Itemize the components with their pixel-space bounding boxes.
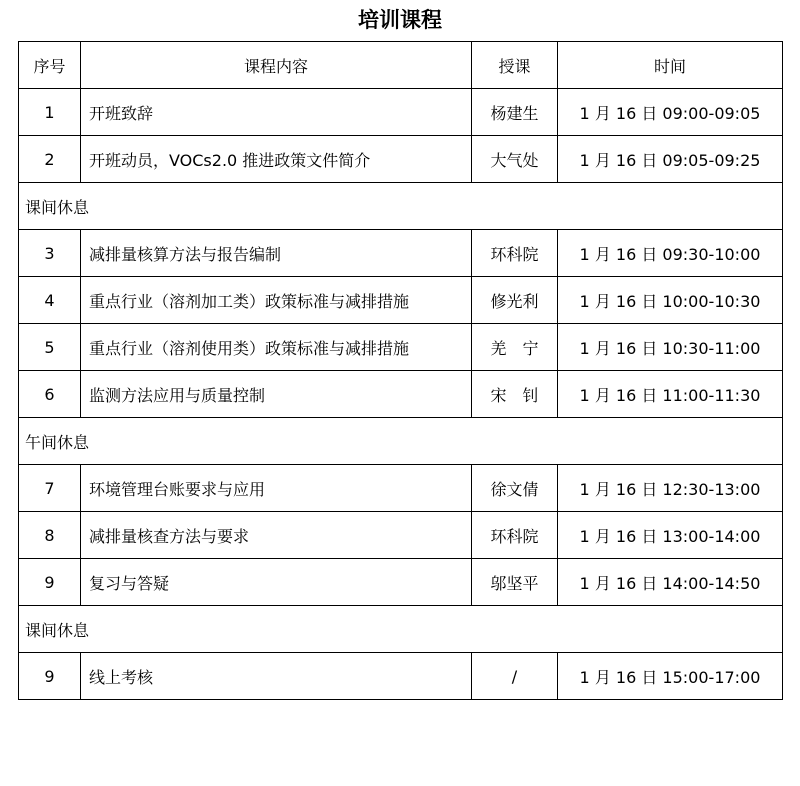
row-content: 减排量核查方法与要求 bbox=[81, 512, 472, 559]
table-row bbox=[19, 277, 783, 324]
break-row bbox=[19, 183, 783, 230]
table-row bbox=[19, 465, 783, 512]
row-time: 1 月 16 日 09:00-09:05 bbox=[558, 89, 783, 136]
header-time: 时间 bbox=[558, 42, 783, 89]
table-row bbox=[19, 371, 783, 418]
row-teacher: 环科院 bbox=[472, 230, 558, 277]
row-teacher: 环科院 bbox=[472, 512, 558, 559]
table-row bbox=[19, 653, 783, 700]
row-time: 1 月 16 日 15:00-17:00 bbox=[558, 653, 783, 700]
row-seq: 1 bbox=[19, 89, 81, 136]
row-seq: 6 bbox=[19, 371, 81, 418]
header-row bbox=[19, 42, 783, 89]
row-teacher: 宋 钊 bbox=[472, 371, 558, 418]
row-teacher: 徐文倩 bbox=[472, 465, 558, 512]
break-label: 课间休息 bbox=[19, 606, 783, 653]
header-content: 课程内容 bbox=[81, 42, 472, 89]
table-row bbox=[19, 230, 783, 277]
row-content: 监测方法应用与质量控制 bbox=[81, 371, 472, 418]
row-teacher: 羌 宁 bbox=[472, 324, 558, 371]
table-row bbox=[19, 136, 783, 183]
table-row bbox=[19, 512, 783, 559]
row-teacher: 大气处 bbox=[472, 136, 558, 183]
table-row bbox=[19, 559, 783, 606]
row-teacher: 邬坚平 bbox=[472, 559, 558, 606]
header-seq: 序号 bbox=[19, 42, 81, 89]
row-time: 1 月 16 日 12:30-13:00 bbox=[558, 465, 783, 512]
row-time: 1 月 16 日 14:00-14:50 bbox=[558, 559, 783, 606]
row-time: 1 月 16 日 11:00-11:30 bbox=[558, 371, 783, 418]
table-row bbox=[19, 89, 783, 136]
row-seq: 8 bbox=[19, 512, 81, 559]
row-content: 线上考核 bbox=[81, 653, 472, 700]
row-content: 开班动员，VOCs2.0 推进政策文件简介 bbox=[81, 136, 472, 183]
table-row bbox=[19, 324, 783, 371]
row-seq: 7 bbox=[19, 465, 81, 512]
row-time: 1 月 16 日 09:30-10:00 bbox=[558, 230, 783, 277]
row-seq: 5 bbox=[19, 324, 81, 371]
break-label: 午间休息 bbox=[19, 418, 783, 465]
break-row bbox=[19, 606, 783, 653]
header-teacher: 授课 bbox=[472, 42, 558, 89]
row-teacher: 杨建生 bbox=[472, 89, 558, 136]
row-time: 1 月 16 日 13:00-14:00 bbox=[558, 512, 783, 559]
row-content: 重点行业（溶剂加工类）政策标准与减排措施 bbox=[81, 277, 472, 324]
break-label: 课间休息 bbox=[19, 183, 783, 230]
row-seq: 9 bbox=[19, 559, 81, 606]
row-time: 1 月 16 日 10:30-11:00 bbox=[558, 324, 783, 371]
schedule-table bbox=[18, 41, 783, 700]
row-time: 1 月 16 日 10:00-10:30 bbox=[558, 277, 783, 324]
row-seq: 9 bbox=[19, 653, 81, 700]
row-content: 减排量核算方法与报告编制 bbox=[81, 230, 472, 277]
page-title: 培训课程 bbox=[358, 8, 442, 32]
row-seq: 2 bbox=[19, 136, 81, 183]
row-seq: 3 bbox=[19, 230, 81, 277]
row-content: 重点行业（溶剂使用类）政策标准与减排措施 bbox=[81, 324, 472, 371]
row-seq: 4 bbox=[19, 277, 81, 324]
row-content: 环境管理台账要求与应用 bbox=[81, 465, 472, 512]
row-time: 1 月 16 日 09:05-09:25 bbox=[558, 136, 783, 183]
row-teacher: / bbox=[472, 653, 558, 700]
row-teacher: 修光利 bbox=[472, 277, 558, 324]
row-content: 复习与答疑 bbox=[81, 559, 472, 606]
row-content: 开班致辞 bbox=[81, 89, 472, 136]
break-row bbox=[19, 418, 783, 465]
